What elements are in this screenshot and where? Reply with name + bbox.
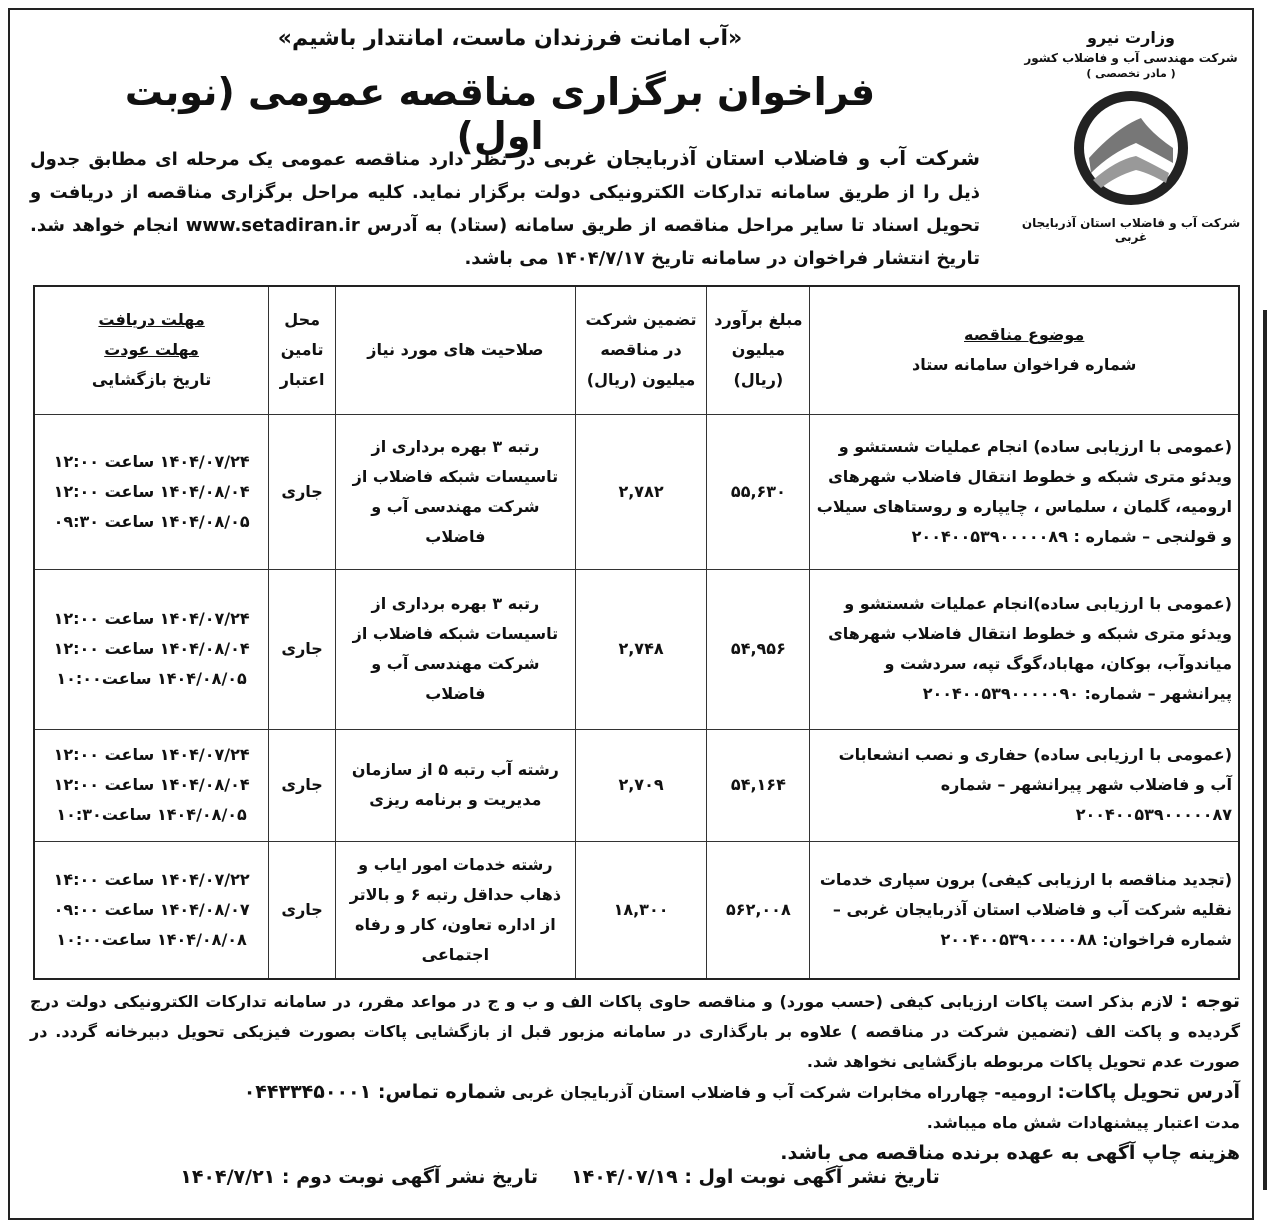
delivery-address: آدرس تحویل پاکات: ارومیه- چهارراه مخابرات شرکت آب و فاضلاب استان آذربایجان غربی شماره تماس: ۰۴۴۳۳۴۵۰۰۰۱ <box>243 1081 1240 1103</box>
tender-qualification: رتبه ۳ بهره برداری از تاسیسات شبکه فاضلاب از شرکت مهندسی آب و فاضلاب <box>336 569 576 729</box>
border-bar <box>1263 310 1267 1190</box>
first-publication-date: ۱۴۰۴/۰۷/۱۹ <box>571 1166 678 1188</box>
ministry-name: وزارت نیرو <box>1087 28 1175 47</box>
col-estimate: مبلغ برآورد میلیون (ریال) <box>707 286 810 414</box>
tender-estimate: ۵۴,۱۶۴ <box>707 729 810 841</box>
tender-dates: ۱۴۰۴/۰۷/۲۲ ساعت ۱۴:۰۰ ۱۴۰۴/۰۸/۰۷ ساعت ۰۹:۰۰ ۱۴۰۴/۰۸/۰۸ ساعت۱۰:۰۰ <box>34 841 269 979</box>
tender-dates: ۱۴۰۴/۰۷/۲۴ ساعت ۱۲:۰۰ ۱۴۰۴/۰۸/۰۴ ساعت ۱۲:۰۰ ۱۴۰۴/۰۸/۰۵ ساعت۱۰:۰۰ <box>34 569 269 729</box>
logo-caption: شرکت آب و فاضلاب استان آذربایجان غربی <box>1021 216 1241 244</box>
intro-paragraph <box>30 142 980 275</box>
tender-estimate: ۵۴,۹۵۶ <box>707 569 810 729</box>
tender-funding: جاری <box>269 841 336 979</box>
table-row <box>34 414 1239 569</box>
table-row <box>34 841 1239 979</box>
tender-estimate: ۵۵,۶۳۰ <box>707 414 810 569</box>
tender-subject: (عمومی با ارزیابی ساده)انجام عملیات شستشو و ویدئو متری شبکه و خطوط انتقال فاضلاب شهرهای میاندوآب، بوکان، مهاباد،گوگ تپه، سردشت و پیرانشهر – شماره: ۲۰۰۴۰۰۵۳۹۰۰۰۰۰۹۰ <box>810 569 1239 729</box>
tender-funding: جاری <box>269 729 336 841</box>
tender-qualification: رشته خدمات امور ایاب و ذهاب حداقل رتبه ۶ و بالاتر از اداره تعاون، کار و رفاه اجتماعی <box>336 841 576 979</box>
tender-dates: ۱۴۰۴/۰۷/۲۴ ساعت ۱۲:۰۰ ۱۴۰۴/۰۸/۰۴ ساعت ۱۲:۰۰ ۱۴۰۴/۰۸/۰۵ ساعت ۰۹:۳۰ <box>34 414 269 569</box>
contact-phone: ۰۴۴۳۳۴۵۰۰۰۱ <box>243 1081 372 1103</box>
tender-guarantee: ۱۸,۳۰۰ <box>575 841 707 979</box>
tender-qualification: رشته آب رتبه ۵ از سازمان مدیریت و برنامه ریزی <box>336 729 576 841</box>
tender-table <box>33 285 1240 980</box>
validity-note: مدت اعتبار پیشنهادات شش ماه میباشد. <box>926 1113 1240 1132</box>
notes-section <box>30 986 1240 1168</box>
tender-guarantee: ۲,۷۴۸ <box>575 569 707 729</box>
note-paragraph: توجه : لازم بذکر است پاکات ارزیابی کیفی (حسب مورد) و مناقصه حاوی پاکات الف و ب و ج در مواعد مقرر، در سامانه تدارکات الکترونیکی دولت درج گردیده و پاکت الف (تضمین شرکت در مناقصه ) علاوه بر بارگذاری در سامانه مزبور قبل از بازگشایی پاکات بصورت فیزیکی تحویل دبیرخانه گردد. در صورت عدم تحویل پاکات مربوطه بازگشایی نخواهد شد. <box>30 990 1240 1071</box>
table-header-row <box>34 286 1239 414</box>
organization-logo-block <box>1021 28 1241 244</box>
intro-text: در نظر دارد مناقصه عمومی یک مرحله ای مطابق جدول ذیل را از طریق سامانه تدارکات الکترونیکی دولت برگزار نماید. کلیه مراحل برگزاری مناقصه از دریافت و تحویل اسناد تا سایر مراحل مناقصه از طریق سامانه (ستاد) به آدرس www.setadiran.ir انجام خواهد شد. تاریخ انتشار فراخوان در سامانه تاریخ ۱۴۰۴/۷/۱۷ می باشد. <box>30 149 980 269</box>
tender-guarantee: ۲,۷۰۹ <box>575 729 707 841</box>
parent-type: ( مادر تخصصی ) <box>1086 67 1176 80</box>
col-qualification: صلاحیت های مورد نیاز <box>336 286 576 414</box>
second-publication-date: ۱۴۰۴/۷/۲۱ <box>180 1166 276 1188</box>
water-company-logo-icon <box>1071 88 1191 208</box>
page-title: فراخوان برگزاری مناقصه عمومی (نوبت اول) <box>124 70 876 158</box>
tender-subject: (تجدید مناقصه با ارزیابی کیفی) برون سپاری خدمات نقلیه شرکت آب و فاضلاب استان آذربایجان غربی – شماره فراخوان: ۲۰۰۴۰۰۵۳۹۰۰۰۰۰۸۸ <box>810 841 1239 979</box>
slogan: «آب امانت فرزندان ماست، امانتدار باشیم» <box>277 26 743 51</box>
tender-funding: جاری <box>269 414 336 569</box>
parent-company: شرکت مهندسی آب و فاضلاب کشور <box>1024 51 1238 65</box>
tender-qualification: رتبه ۳ بهره برداری از تاسیسات شبکه فاضلاب از شرکت مهندسی آب و فاضلاب <box>336 414 576 569</box>
col-funding: محل تامین اعتبار <box>269 286 336 414</box>
tender-estimate: ۵۶۲,۰۰۸ <box>707 841 810 979</box>
tender-dates: ۱۴۰۴/۰۷/۲۴ ساعت ۱۲:۰۰ ۱۴۰۴/۰۸/۰۴ ساعت ۱۲:۰۰ ۱۴۰۴/۰۸/۰۵ ساعت۱۰:۳۰ <box>34 729 269 841</box>
table-row <box>34 729 1239 841</box>
intro-company: شرکت آب و فاضلاب استان آذربایجان غربی <box>543 146 980 170</box>
tender-guarantee: ۲,۷۸۲ <box>575 414 707 569</box>
publication-dates: تاریخ نشر آگهی نوبت اول : ۱۴۰۴/۰۷/۱۹ تاریخ نشر آگهی نوبت دوم : ۱۴۰۴/۷/۲۱ <box>180 1166 940 1188</box>
cost-note: هزینه چاپ آگهی به عهده برنده مناقصه می باشد. <box>780 1142 1240 1164</box>
tender-funding: جاری <box>269 569 336 729</box>
tender-subject: (عمومی با ارزیابی ساده) حفاری و نصب انشعابات آب و فاضلاب شهر پیرانشهر – شماره ۲۰۰۴۰۰۵۳۹۰۰۰۰۰۸۷ <box>810 729 1239 841</box>
col-guarantee: تضمین شرکت در مناقصه میلیون (ریال) <box>575 286 707 414</box>
col-subject: موضوع مناقصه شماره فراخوان سامانه ستاد <box>810 286 1239 414</box>
col-deadlines: مهلت دریافت مهلت عودت تاریخ بازگشایی <box>34 286 269 414</box>
table-row <box>34 569 1239 729</box>
tender-subject: (عمومی با ارزیابی ساده) انجام عملیات شستشو و ویدئو متری شبکه و خطوط انتقال فاضلاب شهرهای ارومیه، گلمان ، سلماس ، چایپاره و روستاهای سیلاب و قولنجی – شماره : ۲۰۰۴۰۰۵۳۹۰۰۰۰۰۸۹ <box>810 414 1239 569</box>
